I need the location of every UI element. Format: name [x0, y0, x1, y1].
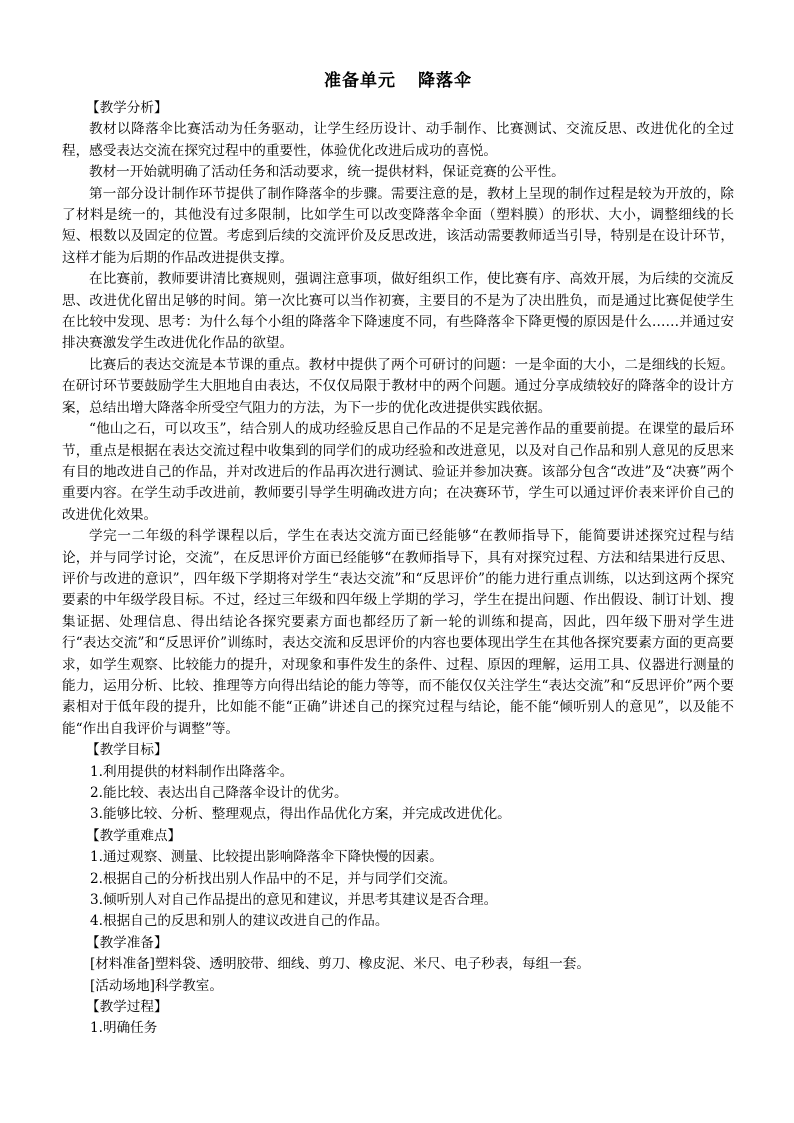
key-point-item: 3.倾听别人对自己作品提出的意见和建议，并思考其建议是否合理。 — [90, 892, 498, 909]
section-process — [62, 997, 734, 1040]
section-preparation — [62, 933, 734, 997]
analysis-paragraph: “他山之石，可以攻玉”，结合别人的成功经验反思自己作品的不足是完善作品的重要前提。在课堂的最后环节，重点是根据在表达交流过程中收集到的同学们的成功经验和改进意见，以及对自己作品和别人意见的反思来有目的地改进自己的作品，并对改进后的作品再次进行测试、验证并参加决赛。该部分包含“改进”及“决赛”两个重要内容。在学生动手改进前，教师要引导学生明确改进方向；在决赛环节，学生可以通过评价表来评价自己的改进优化效果。 — [62, 421, 734, 523]
preparation-item: [活动场地]科学教室。 — [90, 977, 223, 994]
analysis-paragraph: 学完一二年级的科学课程以后，学生在表达交流方面已经能够“在教师指导下，能简要讲述探究过程与结论，并与同学讨论，交流”，在反思评价方面已经能够“在教师指导下，具有对探究过程、方法和结果进行反思、评价与改进的意识”，四年级下学期将对学生“表达交流”和“反思评价”的能力进行重点训练，以达到这两个探究要素的中年级学段目标。不过，经过三年级和四年级上学期的学习，学生在提出问题、作出假设、制订计划、搜集证据、处理信息、得出结论各探究要素方面也都经历了新一轮的训练和提高，因此，四年级下册对学生进行“表达交流”和“反思评价”训练时，表达交流和反思评价的内容也要体现出学生在其他各探究要素方面的更高要求，如学生观察、比较能力的提升，对现象和事件发生的条件、过程、原因的理解，运用工具、仪器进行测量的能力，运用分析、比较、推理等方向得出结论的能力等等，而不能仅仅关注学生“表达交流”和“反思评价”两个要素相对于低年段的提升，比如能不能“正确”讲述自己的探究过程与结论，能不能“倾听别人的意见”，以及能不能“作出自我评价与调整”等。 — [62, 528, 734, 737]
preparation-item: [材料准备]塑料袋、透明胶带、细线、剪刀、橡皮泥、米尺、电子秒表，每组一套。 — [90, 956, 590, 973]
analysis-heading: 【教学分析】 — [86, 100, 168, 116]
document-page — [62, 68, 734, 1040]
goals-heading: 【教学目标】 — [86, 742, 168, 759]
section-goals — [62, 740, 734, 826]
page-title — [62, 68, 734, 94]
key-points-heading: 【教学重难点】 — [86, 827, 182, 844]
process-heading: 【教学过程】 — [86, 999, 168, 1016]
goal-item: 1.利用提供的材料制作出降落伞。 — [90, 763, 294, 780]
key-point-item: 1.通过观察、测量、比较提出影响降落伞下降快慢的因素。 — [90, 849, 443, 866]
title-topic: 降落伞 — [418, 71, 472, 91]
goal-item: 3.能够比较、分析、整理观点，得出作品优化方案，并完成改进优化。 — [90, 806, 511, 823]
process-item: 1.明确任务 — [90, 1020, 158, 1037]
analysis-paragraph: 第一部分设计制作环节提供了制作降落伞的步骤。需要注意的是，教材上呈现的制作过程是较为开放的，除了材料是统一的，其他没有过多限制，比如学生可以改变降落伞伞面（塑料膜）的形状、大小，调整细线的长短、根数以及固定的位置。考虑到后续的交流评价及反思改进，该活动需要教师适当引导，特别是在设计环节，这样才能为后期的作品改进提供支撑。 — [62, 185, 734, 266]
analysis-paragraph: 在比赛前，教师要讲清比赛规则，强调注意事项，做好组织工作，使比赛有序、高效开展，为后续的交流反思、改进优化留出足够的时间。第一次比赛可以当作初赛，主要目的不是为了决出胜负，而是通过比赛促使学生在比较中发现、思考：为什么每个小组的降落伞下降速度不同，有些降落伞下降更慢的原因是什么……并通过安排决赛激发学生改进优化作品的欲望。 — [62, 271, 734, 352]
section-key-points — [62, 826, 734, 933]
section-analysis — [62, 98, 734, 740]
key-point-item: 4.根据自己的反思和别人的建议改进自己的作品。 — [90, 913, 389, 930]
goal-item: 2.能比较、表达出自己降落伞设计的优劣。 — [90, 785, 348, 801]
analysis-paragraph: 教材一开始就明确了活动任务和活动要求，统一提供材料，保证竞赛的公平性。 — [89, 164, 565, 181]
key-point-item: 2.根据自己的分析找出别人作品中的不足，并与同学们交流。 — [90, 870, 457, 887]
preparation-heading: 【教学准备】 — [86, 934, 168, 951]
analysis-paragraph: 教材以降落伞比赛活动为任务驱动，让学生经历设计、动手制作、比赛测试、交流反思、改进优化的全过程，感受表达交流在探究过程中的重要性，体验优化改进后成功的喜悦。 — [62, 121, 734, 159]
title-unit: 准备单元 — [324, 71, 396, 91]
analysis-paragraph: 比赛后的表达交流是本节课的重点。教材中提供了两个可研讨的问题：一是伞面的大小，二是细线的长短。在研讨环节要鼓励学生大胆地自由表达，不仅仅局限于教材中的两个问题。通过分享成绩较好的降落伞的设计方案，总结出增大降落伞所受空气阻力的方法，为下一步的优化改进提供实践依据。 — [62, 356, 734, 416]
